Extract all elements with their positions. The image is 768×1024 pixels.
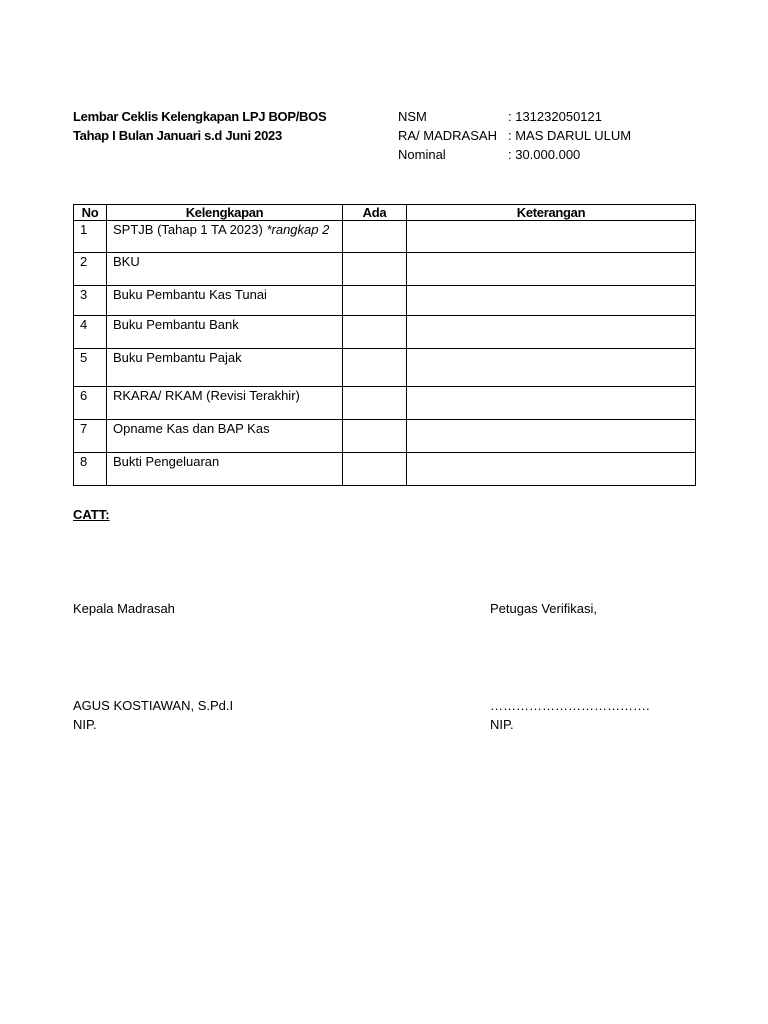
row-item: Bukti Pengeluaran: [107, 453, 343, 486]
column-header-kelengkapan: Kelengkapan: [107, 205, 343, 221]
row-number: 3: [74, 286, 107, 316]
table-row: [74, 420, 696, 453]
row-ada-cell[interactable]: [343, 221, 407, 253]
row-keterangan-cell[interactable]: [407, 387, 696, 420]
right-signature-role: Petugas Verifikasi,: [490, 601, 597, 616]
row-number: 6: [74, 387, 107, 420]
row-number: 8: [74, 453, 107, 486]
row-number: 5: [74, 349, 107, 387]
left-signature-role: Kepala Madrasah: [73, 601, 175, 616]
row-item: BKU: [107, 253, 343, 286]
row-item: RKARA/ RKAM (Revisi Terakhir): [107, 387, 343, 420]
row-item: Buku Pembantu Bank: [107, 316, 343, 349]
table-row: [74, 253, 696, 286]
catt-label: CATT:: [73, 507, 110, 522]
column-header-no: No: [74, 205, 107, 221]
row-number: 4: [74, 316, 107, 349]
table-row: [74, 453, 696, 486]
madrasah-label: RA/ MADRASAH: [398, 128, 497, 143]
row-keterangan-cell[interactable]: [407, 453, 696, 486]
row-ada-cell[interactable]: [343, 253, 407, 286]
row-keterangan-cell[interactable]: [407, 349, 696, 387]
row-item: Opname Kas dan BAP Kas: [107, 420, 343, 453]
right-signature-nip: NIP.: [490, 717, 514, 732]
row-ada-cell[interactable]: [343, 349, 407, 387]
nominal-value: : 30.000.000: [508, 147, 581, 162]
row-number: 1: [74, 221, 107, 253]
table-row: [74, 316, 696, 349]
right-signature-name-blank: ……………………………….: [490, 698, 650, 713]
row-number: 2: [74, 253, 107, 286]
table-row: [74, 221, 696, 253]
row-ada-cell[interactable]: [343, 387, 407, 420]
row-ada-cell[interactable]: [343, 286, 407, 316]
nsm-value: : 131232050121: [508, 109, 602, 124]
row-ada-cell[interactable]: [343, 453, 407, 486]
row-item-label: SPTJB (Tahap 1 TA 2023): [113, 222, 263, 237]
row-ada-cell[interactable]: [343, 316, 407, 349]
checklist-table: [73, 204, 696, 486]
column-header-ada: Ada: [343, 205, 407, 221]
nominal-label: Nominal: [398, 147, 446, 162]
document-title-line2: Tahap I Bulan Januari s.d Juni 2023: [73, 128, 282, 143]
row-item: [107, 221, 343, 253]
row-keterangan-cell[interactable]: [407, 316, 696, 349]
row-keterangan-cell[interactable]: [407, 286, 696, 316]
row-item-note: *rangkap 2: [266, 222, 330, 237]
table-header-row: [74, 205, 696, 221]
column-header-keterangan: Keterangan: [407, 205, 696, 221]
nsm-label: NSM: [398, 109, 427, 124]
row-number: 7: [74, 420, 107, 453]
row-keterangan-cell[interactable]: [407, 221, 696, 253]
row-item: Buku Pembantu Pajak: [107, 349, 343, 387]
left-signature-name: AGUS KOSTIAWAN, S.Pd.I: [73, 698, 234, 713]
table-row: [74, 286, 696, 316]
table-row: [74, 387, 696, 420]
row-ada-cell[interactable]: [343, 420, 407, 453]
row-item: Buku Pembantu Kas Tunai: [107, 286, 343, 316]
left-signature-nip: NIP.: [73, 717, 97, 732]
document-title-line1: Lembar Ceklis Kelengkapan LPJ BOP/BOS: [73, 109, 327, 124]
row-keterangan-cell[interactable]: [407, 420, 696, 453]
table-row: [74, 349, 696, 387]
row-keterangan-cell[interactable]: [407, 253, 696, 286]
madrasah-value: : MAS DARUL ULUM: [508, 128, 632, 143]
